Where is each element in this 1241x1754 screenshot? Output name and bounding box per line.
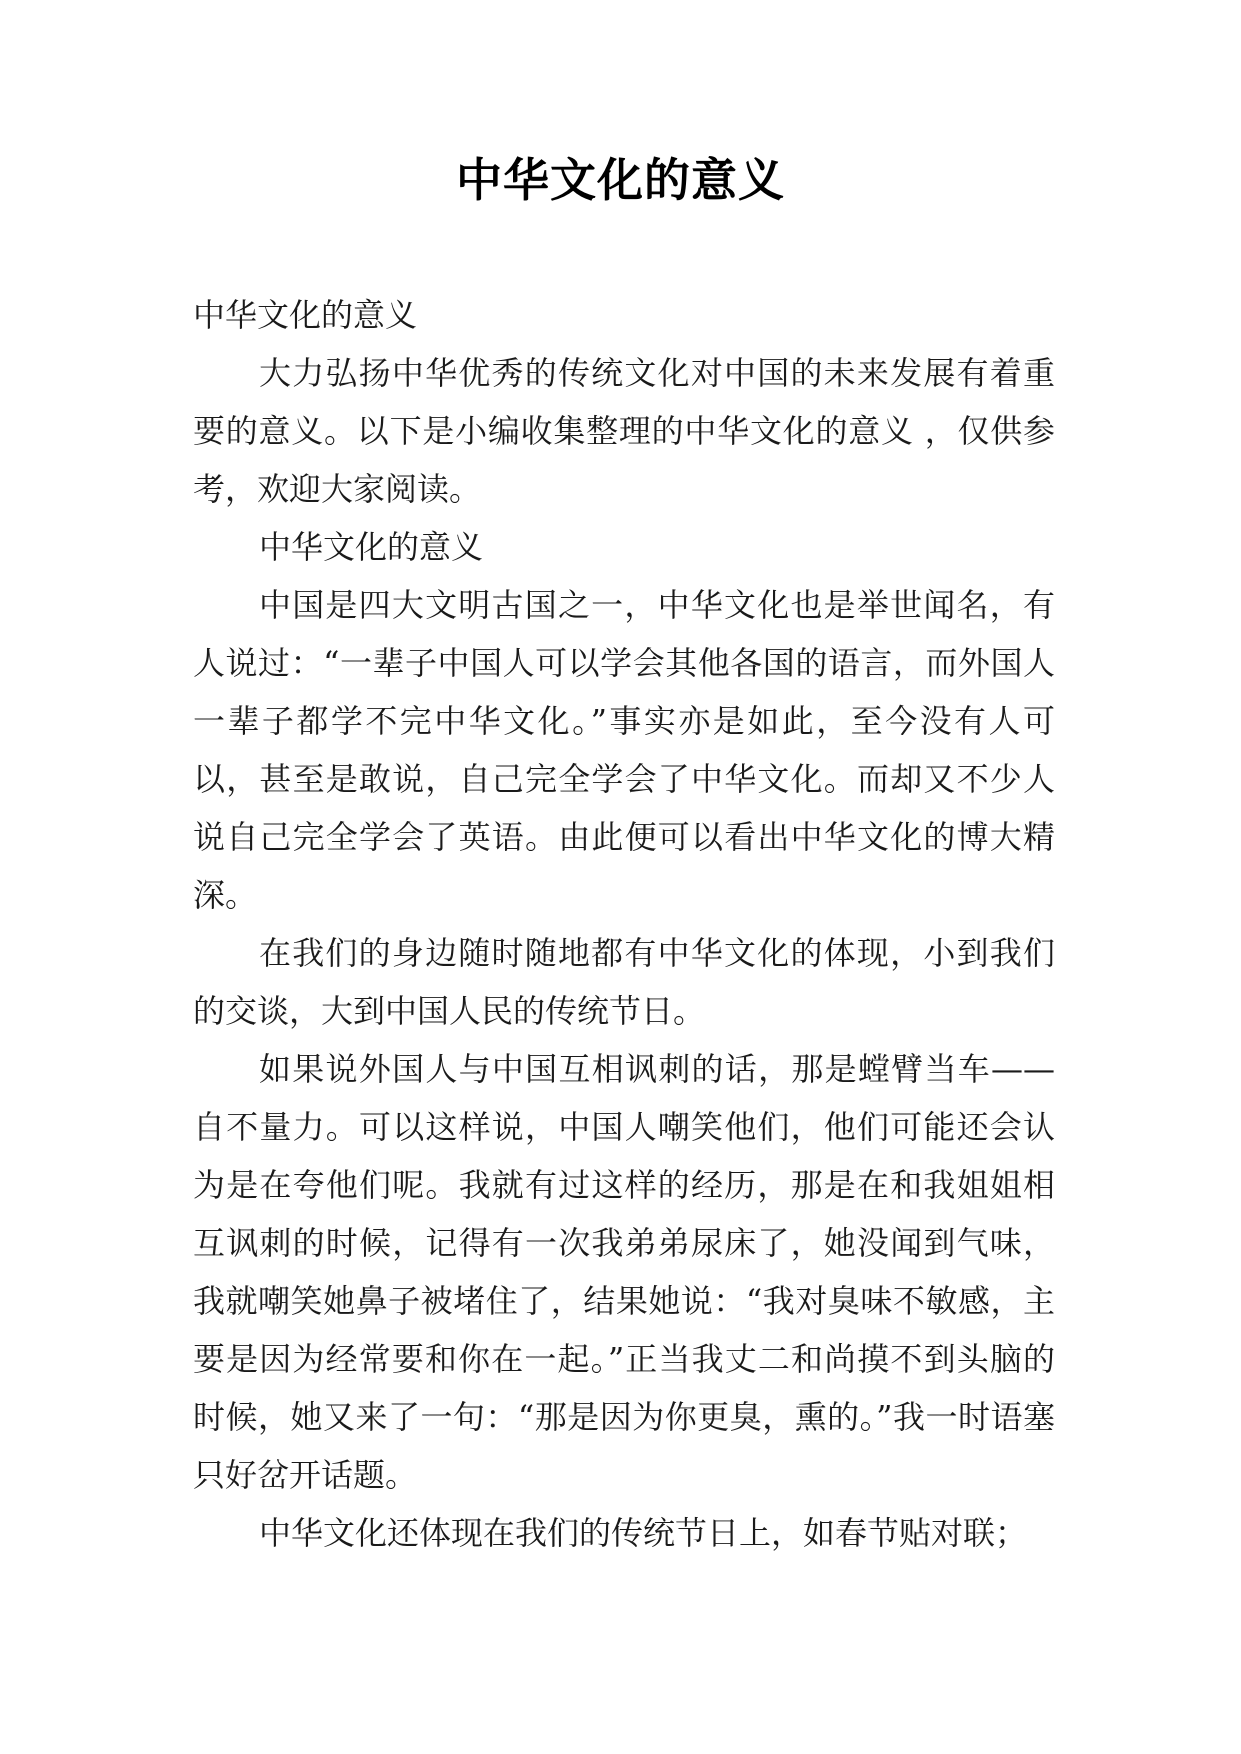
- paragraph-heading: 中华文化的意义: [193, 296, 418, 334]
- paragraph: 在我们的身边随时随地都有中华文化的体现，小到我们的交谈，大到中国人民的传统节日。: [193, 934, 1055, 1030]
- document-body: [193, 286, 1055, 1562]
- paragraph: 中华文化还体现在我们的传统节日上，如春节贴对联；: [259, 1514, 1028, 1552]
- paragraph-subheading: 中华文化的意义: [259, 528, 484, 566]
- document-title: 中华文化的意义: [456, 153, 785, 207]
- paragraph: 中国是四大文明古国之一，中华文化也是举世闻名，有人说过：“一辈子中国人可以学会其他各国的语言，而外国人一辈子都学不完中华文化。”事实亦是如此，至今没有人可以，甚至是敢说，自己完全学会了中华文化。而却又不少人说自己完全学会了英语。由此便可以看出中华文化的博大精深。: [193, 586, 1055, 914]
- paragraph-intro: 大力弘扬中华优秀的传统文化对中国的未来发展有着重要的意义。以下是小编收集整理的中华文化的意义 ，仅供参考，欢迎大家阅读。: [193, 354, 1055, 508]
- paragraph: 如果说外国人与中国互相讽刺的话，那是螳臂当车——自不量力。可以这样说，中国人嘲笑他们，他们可能还会认为是在夸他们呢。我就有过这样的经历，那是在和我姐姐相互讽刺的时候，记得有一次我弟弟尿床了，她没闻到气味，我就嘲笑她鼻子被堵住了，结果她说：“我对臭味不敏感，主要是因为经常要和你在一起。”正当我丈二和尚摸不到头脑的时候，她又来了一句：“那是因为你更臭，熏的。”我一时语塞只好岔开话题。: [193, 1050, 1055, 1494]
